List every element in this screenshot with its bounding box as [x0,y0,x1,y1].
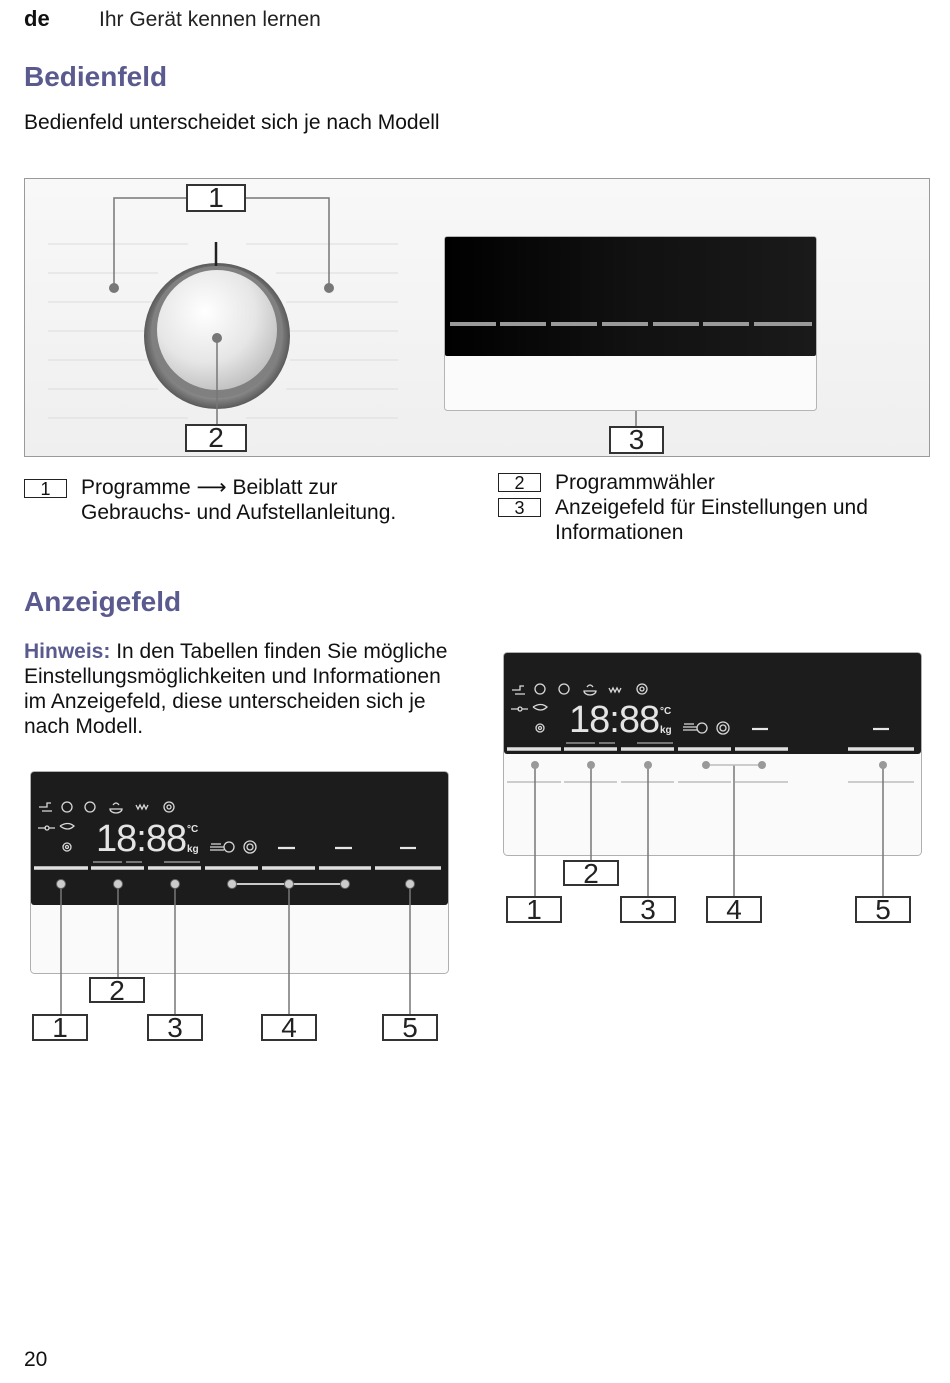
callout-display-right-4: 4 [706,896,762,923]
display-figure-left [30,771,450,1046]
svg-text:°C: °C [660,706,672,717]
control-panel-figure [24,178,930,458]
display-figure-right [503,652,923,927]
digit-display: 18:88 [96,818,187,860]
callout-display-5: 5 [382,1014,438,1041]
section-title-anzeigefeld: Anzeigefeld [24,586,182,617]
page-number: 20 [24,1348,48,1371]
callout-display-4: 4 [261,1014,317,1041]
callout-display-right-2: 2 [563,860,619,886]
legend-text-1a: Programme ⟶ Beiblatt zur [81,476,338,499]
callout-display-1: 1 [32,1014,88,1041]
legend-num-1: 1 [24,479,67,498]
section-intro: Bedienfeld unterscheidet sich je nach Modell [24,111,440,134]
callout-display-2: 2 [89,977,145,1003]
note-text: In den Tabellen finden Sie mögliche Einstellungsmöglichkeiten und Informationen im Anzeigefeld, diese unterscheiden sich je nach Modell. [24,640,448,738]
callout-display-right-3: 3 [620,896,676,923]
note-label: Hinweis: [24,640,111,663]
svg-text:kg: kg [187,844,199,855]
legend-num-3: 3 [498,498,541,517]
legend-text-3a: Anzeigefeld für Einstellungen und [555,496,868,519]
legend-num-2: 2 [498,473,541,492]
svg-text:18:88: 18:88 [569,699,660,741]
svg-text:°C: °C [187,824,199,835]
section-title-bedienfeld: Bedienfeld [24,61,168,92]
callout-display-right-1: 1 [506,896,562,923]
legend-text-1b: Gebrauchs- und Aufstellanleitung. [81,501,397,524]
callout-1: 1 [186,184,246,212]
legend-text-1 [81,475,481,525]
callout-display-3: 3 [147,1014,203,1041]
callout-display-right-5: 5 [855,896,911,923]
callout-2: 2 [185,424,247,452]
svg-text:kg: kg [660,725,672,736]
note [24,639,464,739]
chapter-title: Ihr Gerät kennen lernen [99,8,321,31]
legend-text-2: Programmwähler [555,471,715,494]
legend-text-3 [555,495,935,545]
language-code: de [24,6,50,31]
legend-text-3b: Informationen [555,521,684,544]
callout-3: 3 [609,426,664,454]
